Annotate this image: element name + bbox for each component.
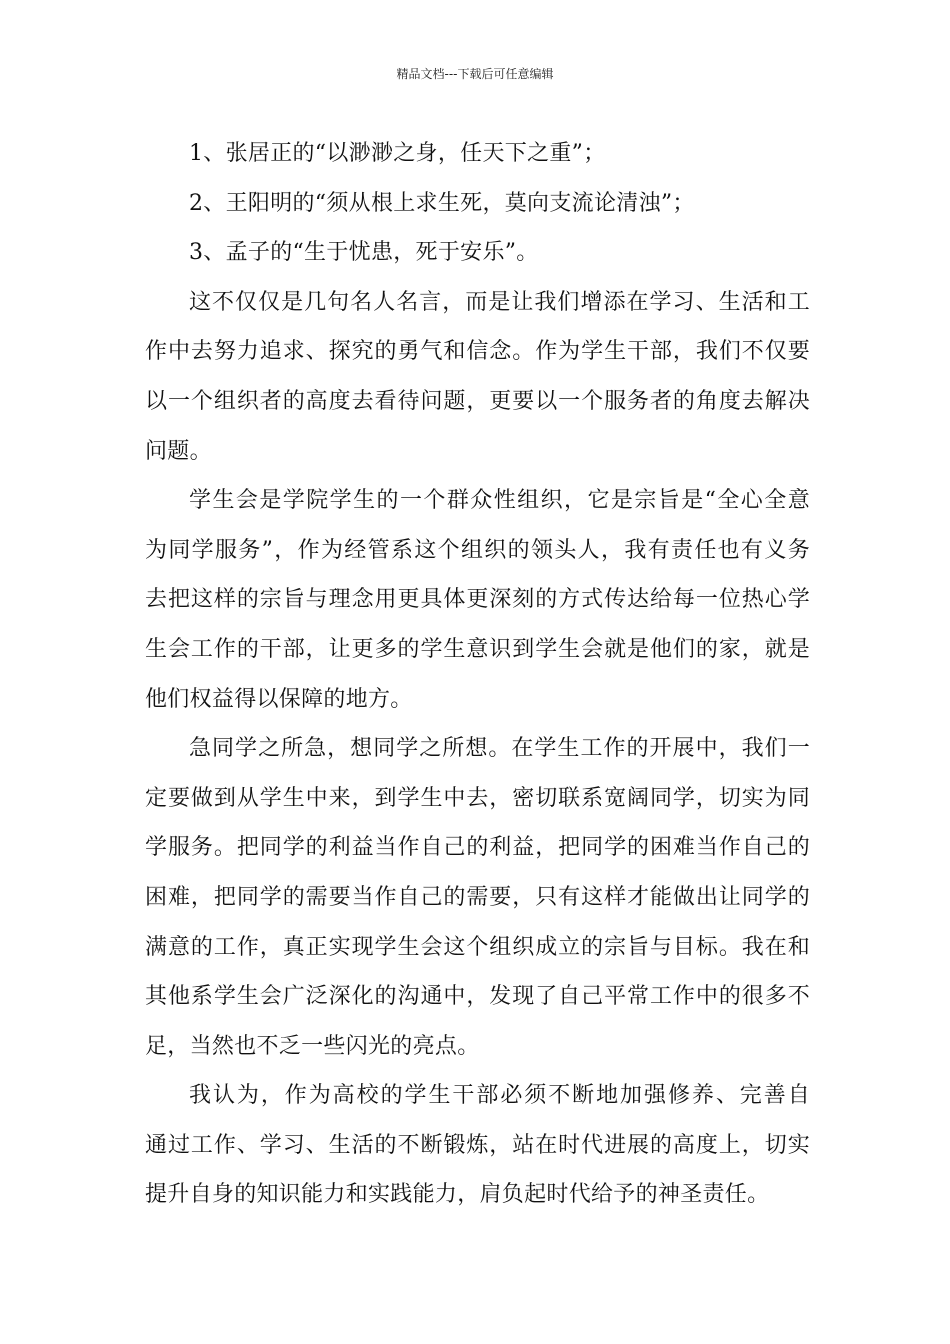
paragraph-line: 提升自身的知识能力和实践能力，肩负起时代给予的神圣责任。 bbox=[145, 1182, 770, 1208]
list-item-1: 1、张居正的“以渺渺之身，任天下之重”； bbox=[189, 141, 606, 166]
list-item-3: 3、孟子的“生于忧患，死于安乐”。 bbox=[189, 240, 539, 266]
paragraph-line: 这不仅仅是几句名人名言，而是让我们增添在学习、生活和工 bbox=[189, 289, 810, 315]
paragraph-line: 其他系学生会广泛深化的沟通中，发现了自己平常工作中的很多不 bbox=[145, 984, 810, 1010]
paragraph-line: 困难，把同学的需要当作自己的需要，只有这样才能做出让同学的 bbox=[145, 884, 810, 910]
page-header: 精品文档---下载后可任意编辑 bbox=[396, 67, 554, 81]
paragraph-line: 问题。 bbox=[145, 438, 212, 464]
document-body bbox=[145, 129, 810, 1220]
paragraph-line: 足，当然也不乏一些闪光的亮点。 bbox=[145, 1033, 480, 1059]
paragraph-line: 去把这样的宗旨与理念用更具体更深刻的方式传达给每一位热心学 bbox=[145, 587, 810, 613]
paragraph-line: 学生会是学院学生的一个群众性组织，它是宗旨是“全心全意 bbox=[189, 488, 810, 514]
paragraph-line: 满意的工作，真正实现学生会这个组织成立的宗旨与目标。我在和 bbox=[145, 934, 810, 960]
paragraph-line: 作中去努力追求、探究的勇气和信念。作为学生干部，我们不仅要 bbox=[145, 339, 810, 365]
paragraph-line: 定要做到从学生中来，到学生中去，密切联系宽阔同学，切实为同 bbox=[145, 785, 810, 811]
paragraph-line: 他们权益得以保障的地方。 bbox=[145, 686, 413, 712]
paragraph-line: 学服务。把同学的利益当作自己的利益，把同学的困难当作自己的 bbox=[145, 835, 810, 861]
paragraph-line: 通过工作、学习、生活的不断锻炼，站在时代进展的高度上，切实 bbox=[145, 1132, 810, 1158]
paragraph-line: 我认为，作为高校的学生干部必须不断地加强修养、完善自 bbox=[189, 1083, 810, 1109]
paragraph-line: 为同学服务”，作为经管系这个组织的领头人，我有责任也有义务 bbox=[145, 537, 810, 563]
paragraph-line: 急同学之所急，想同学之所想。在学生工作的开展中，我们一 bbox=[189, 736, 810, 762]
paragraph-line: 以一个组织者的高度去看待问题，更要以一个服务者的角度去解决 bbox=[145, 388, 810, 414]
paragraph-line: 生会工作的干部，让更多的学生意识到学生会就是他们的家，就是 bbox=[145, 636, 810, 662]
list-item-2: 2、王阳明的“须从根上求生死，莫向支流论清浊”； bbox=[189, 190, 695, 216]
